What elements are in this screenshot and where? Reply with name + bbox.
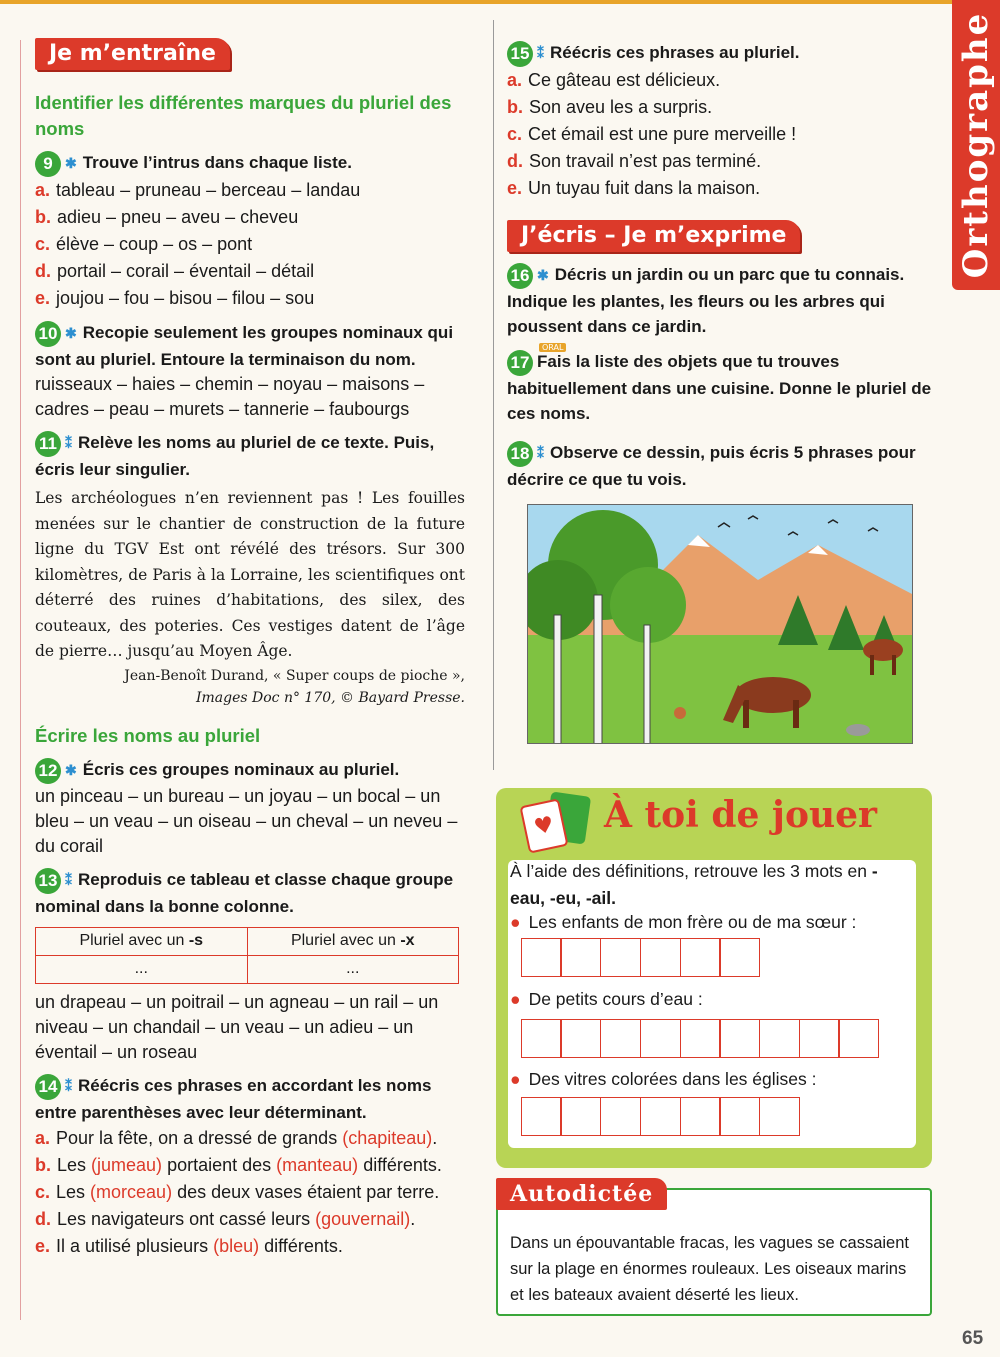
landscape-drawing [528, 505, 913, 744]
list-item: b. adieu – pneu – aveu – cheveu [35, 207, 299, 227]
list-item: b. Les (jumeau) portaient des (manteau) différents. [35, 1154, 442, 1175]
exercise-instruction: Observe ce dessin, puis écris 5 phrases pour décrire ce que tu vois. [507, 443, 916, 489]
bullet-icon: ● [510, 1069, 521, 1089]
list-item: e. Un tuyau fuit dans la maison. [507, 178, 761, 198]
list-item: a. tableau – pruneau – berceau – landau [35, 180, 361, 200]
exercise-16 [507, 262, 935, 339]
banner-j-ecris: J’écris – Je m’exprime [507, 220, 800, 252]
exercise-instruction: Fais la liste des objets que tu trouves habituellement dans une cuisine. Donne le pluriel de ces noms. [507, 352, 932, 423]
difficulty-star-icon: ✱ [65, 155, 77, 171]
autodictee-box [496, 1181, 932, 1316]
list-item: c. élève – coup – os – pont [35, 234, 253, 254]
right-column [507, 40, 935, 744]
bullet-icon: ● [510, 912, 521, 932]
list-item: a. Pour la fête, on a dressé de grands (chapiteau). [35, 1127, 438, 1148]
exercise-9 [35, 150, 465, 312]
top-color-bar [0, 0, 1000, 4]
exercise-13 [35, 867, 465, 1065]
exercise-body: un pinceau – un bureau – un joyau – un bocal – un bleu – un veau – un oiseau – un cheval – un neveu – du corail [35, 785, 458, 856]
difficulty-star-icon: ⁑ [65, 871, 72, 888]
game-title: À toi de jouer [604, 794, 878, 836]
autodictee-title: Autodictée [496, 1178, 667, 1210]
chapter-tab [952, 0, 1000, 290]
list-item: b. Son aveu les a surpris. [507, 97, 713, 117]
exercise-number: 13 [35, 868, 61, 894]
answer-grid-2[interactable] [522, 1019, 879, 1058]
clue-3: ● Des vitres colorées dans les églises : [510, 1069, 817, 1089]
exercise-10 [35, 320, 465, 422]
table-cell: ... [247, 955, 459, 983]
exercise-instruction: Recopie seulement les groupes nominaux qui sont au pluriel. Entoure la terminaison du nom. [35, 323, 454, 369]
page-number: 65 [962, 1328, 984, 1349]
exercise-14 [35, 1073, 465, 1260]
bullet-icon: ● [510, 989, 521, 1009]
list-item: d. Son travail n’est pas terminé. [507, 151, 762, 171]
table-cell: ... [36, 955, 248, 983]
exercise-instruction: Relève les noms au pluriel de ce texte. Puis, écris leur singulier. [35, 433, 435, 479]
chapter-tab-label: Orthographe [956, 11, 997, 279]
game-instructions: À l’aide des définitions, retrouve les 3 mots en -eau, -eu, -ail. [510, 861, 878, 908]
difficulty-star-icon: ✱ [65, 761, 77, 778]
list-item: c. Les (morceau) des deux vases étaient par terre. [35, 1181, 440, 1202]
exercise-15 [507, 40, 935, 202]
exercise-12 [35, 757, 465, 859]
table-header-s: Pluriel avec un -s [36, 927, 248, 955]
exercise-number: 15 [507, 41, 533, 67]
list-item: e. joujou – fou – bisou – filou – sou [35, 288, 315, 308]
exercise-instruction: Écris ces groupes nominaux au pluriel. [82, 759, 400, 779]
exercise-body: un drapeau – un poitrail – un agneau – un rail – un niveau – un chandail – un veau – un adieu – un éventail – un roseau [35, 991, 439, 1062]
source-publication: Images Doc n° 170, © Bayard Presse. [195, 689, 465, 706]
autodictee-text: Dans un épouvantable fracas, les vagues se cassaient sur la plage en énormes rouleaux. Les oiseaux marins et les bateaux avaient déserté les lieux. [510, 1234, 909, 1304]
difficulty-star-icon: ⁑ [537, 45, 544, 61]
difficulty-star-icon: ✱ [537, 267, 549, 283]
oral-badge: ORAL [539, 343, 566, 352]
list-item: a. Ce gâteau est délicieux. [507, 70, 721, 90]
difficulty-star-icon: ⁑ [65, 435, 72, 451]
answer-grid-1[interactable] [522, 938, 760, 977]
exercise-number: 14 [35, 1074, 61, 1100]
difficulty-star-icon: ✱ [65, 325, 77, 341]
heart-card-icon: ♥ [519, 798, 568, 853]
exercise-11 [35, 430, 465, 709]
banner-je-m-entraine: Je m’entraîne [35, 38, 230, 70]
clue-1: ● Les enfants de mon frère ou de ma sœur : [510, 912, 857, 932]
exercise-instruction: Réécris ces phrases au pluriel. [550, 43, 800, 62]
exercise-body: ruisseaux – haies – chemin – noyau – maisons – cadres – peau – murets – tannerie – faubourgs [35, 374, 425, 419]
exercise-number: 18 [507, 441, 533, 467]
section-title-identifier: Identifier les différentes marques du pluriel des noms [35, 92, 452, 139]
list-item: e. Il a utilisé plusieurs (bleu) différents. [35, 1235, 343, 1256]
answer-grid-3[interactable] [522, 1097, 800, 1136]
list-item: d. portail – corail – éventail – détail [35, 261, 315, 281]
difficulty-star-icon: ⁑ [65, 1077, 72, 1094]
left-column [35, 38, 465, 1260]
list-item: c. Cet émail est une pure merveille ! [507, 124, 797, 144]
exercise-number: 17 [507, 350, 533, 376]
exercise-number: 16 [507, 263, 533, 289]
margin-line [20, 40, 21, 1320]
exercise-number: 9 [35, 151, 61, 177]
exercise-number: 12 [35, 758, 61, 784]
exercise-17 [507, 343, 935, 426]
exercise-text: Les archéologues n’en reviennent pas ! Les fouilles menées sur le chantier de construction de la future ligne du TGV Est ont révélé des trésors. Sur 300 kilomètres, de Paris à la Lorraine, les scientifiques ont déterré des ruines d’habitations, des silex, des couteaux, des poteries. Ces vestiges datent de l’âge de pierre… jusqu’au Moyen Âge. [35, 489, 465, 660]
table-header-x: Pluriel avec un -x [247, 927, 459, 955]
exercise-instruction: Reproduis ce tableau et classe chaque groupe nominal dans la bonne colonne. [35, 869, 454, 916]
exercise-instruction: Trouve l’intrus dans chaque liste. [82, 153, 352, 172]
landscape-illustration [527, 504, 913, 744]
list-item: d. Les navigateurs ont cassé leurs (gouvernail). [35, 1208, 416, 1229]
section-title-ecrire: Écrire les noms au pluriel [35, 724, 261, 746]
exercise-instruction: Décris un jardin ou un parc que tu connais. Indique les plantes, les fleurs ou les arbres qui poussent dans ce jardin. [507, 265, 905, 336]
source-author: Jean-Benoît Durand, « Super coups de pioche », [124, 667, 465, 684]
exercise-instruction: Réécris ces phrases en accordant les noms entre parenthèses avec leur déterminant. [35, 1075, 432, 1122]
exercise-number: 10 [35, 321, 61, 347]
classification-table [35, 927, 459, 984]
clue-2: ● De petits cours d’eau : [510, 989, 703, 1009]
column-divider [493, 20, 494, 770]
exercise-number: 11 [35, 431, 61, 457]
exercise-18 [507, 440, 935, 492]
game-box [496, 788, 932, 1168]
difficulty-star-icon: ⁑ [537, 445, 544, 461]
